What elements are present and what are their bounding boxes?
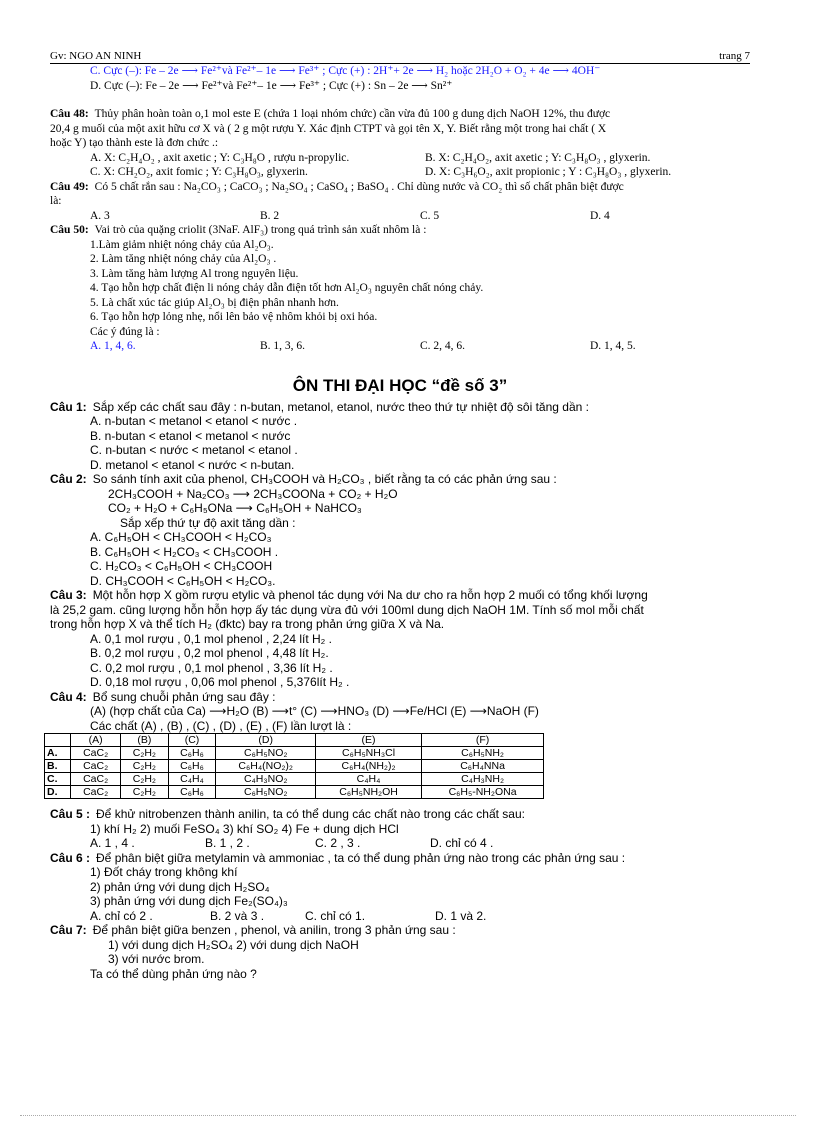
table-header-cell [45,734,71,747]
answer-a: A. 1 , 4 . [90,836,135,850]
question-prompt: Các ý đúng là : [90,325,160,338]
answer-d: D. 1 và 2. [435,908,487,923]
answer-row [50,339,750,354]
question-text: Vai trò của quặng criolit (3NaF. AlF₃) trong quá trình sản xuất nhôm là : [94,224,427,236]
table-cell: CaC₂ [71,786,121,799]
answer-c: C. 2, 4, 6. [420,340,466,352]
table-cell: C₄H₄ [168,773,216,786]
header-page-number: trang 7 [719,50,750,62]
question-number: Câu 6 : [50,850,91,865]
table-header-row [45,734,544,747]
table-cell: C₆H₅NH₂OH [315,786,421,799]
question-text: Để phân biệt giữa benzen , phenol, và anilin, trong 3 phản ứng sau : [92,923,456,937]
answer-b: B. X: C₂H₄O₂, axit axetic ; Y: C₃H₈O₃ , glyxerin. [425,151,651,164]
list-item: 2) phản ứng với dung dịch H₂SO₄ [90,879,270,894]
answer-c: C. 5 [420,209,440,222]
list-item: 3) phản ứng với dung dịch Fe₂(SO₄)₃ [90,894,288,908]
list-item: 6. Tạo hỗn hợp lỏng nhẹ, nổi lên bảo vệ nhôm khỏi bị oxi hóa. [90,311,378,323]
question-50 [50,223,750,238]
answer-d: D. CH₃COOH < C₆H₅OH < H₂CO₃. [90,573,276,588]
question-text: Thủy phân hoàn toàn o,1 mol este E (chứa 1 loại nhóm chức) cần vừa đủ 100 g dung dịch NaOH 12%, thu được [94,108,611,120]
list-item: 1) Đốt cháy trong không khí [90,865,238,879]
question-text-line: trong hỗn hợp X và thể tích H₂ (đktc) bay ra trong phản ứng giữa X và Na. [50,617,445,631]
question-text: Bổ sung chuỗi phản ứng sau đây : [92,689,276,704]
table-header-cell: (D) [216,734,315,747]
question-1 [50,400,750,415]
table-cell: C₂H₂ [121,747,168,760]
question-3 [50,588,750,603]
table-cell: C₄H₃NO₂ [216,773,315,786]
page-bottom-divider [20,1115,796,1116]
question-6 [50,851,750,866]
table-cell: C₂H₂ [121,760,168,773]
question-text-line: hoặc Y) tạo thành este là đơn chức .: [50,137,219,149]
answer-a: A. C₆H₅OH < CH₃COOH < H₂CO₃ [90,530,272,544]
table-cell: C₂H₂ [121,786,168,799]
list-item: 3) với nước brom. [108,952,205,966]
table-cell: CaC₂ [71,773,121,786]
table-cell: C₆H₅NO₂ [216,786,315,799]
answer-row [50,165,750,180]
list-item: 5. Là chất xúc tác giúp Al₂O₃ bị điện phân nhanh hơn. [90,296,339,309]
question-4 [50,690,750,705]
answer-row [50,151,750,166]
question-text: Một hỗn hợp X gồm rượu etylic và phenol tác dụng với Na dư cho ra hỗn hợp 2 muối có tổng khối lượng [92,588,648,602]
question-text: Sắp xếp các chất sau đây : n-butan, metanol, etanol, nước theo thứ tự nhiệt độ sôi tăng dần : [92,399,589,414]
table-cell: B. [45,760,71,773]
answer-d: D. 0,18 mol rượu , 0,06 mol phenol , 5,376lít H₂ . [90,675,350,689]
answer-c: C. n-butan < nước < metanol < etanol . [90,443,298,457]
answer-a: A. 0,1 mol rượu , 0,1 mol phenol , 2,24 lít H₂ . [90,631,333,646]
table-row [45,760,544,773]
table-row [45,786,544,799]
table-cell: D. [45,786,71,799]
answer-b: B. 2 [260,209,280,222]
table-cell: C₆H₄NNa [422,760,544,773]
question-number: Câu 2: [50,472,87,486]
question-text: Có 5 chất rắn sau : Na₂CO₃ ; CaCO₃ ; Na₂SO₄ ; CaSO₄ ; BaSO₄ . Chỉ dùng nước và CO₂ thì số chất phân biệt được [94,180,624,193]
question-number: Câu 50: [50,224,89,236]
answer-d: D. 4 [590,209,610,222]
answer-row [50,209,750,224]
answer-a: A. chỉ có 2 . [90,908,153,923]
reaction-chain: (A) (hợp chất của Ca) ⟶H₂O (B) ⟶t° (C) ⟶HNO₃ (D) ⟶Fe/HCl (E) ⟶NaOH (F) [90,704,539,718]
table-cell: A. [45,747,71,760]
table-header-cell: (B) [121,734,168,747]
question-48 [50,107,750,122]
answer-table [44,733,544,799]
question-text: Để khử nitrobenzen thành anilin, ta có thể dung các chất nào trong các chất sau: [96,807,525,821]
table-cell: C₆H₅NH₂ [422,747,544,760]
answer-d: D. metanol < etanol < nước < n-butan. [90,457,295,472]
question-text-line: là 25,2 gam. cũng lượng hỗn hỗn hợp ấy tác dụng vừa đủ với 100ml dung dịch NaOH 1M. Tính số mol mỗi chất [50,602,644,617]
answer-b: B. 1, 3, 6. [260,340,306,352]
prev-option-d: D. Cực (–): Fe – 2e ⟶ Fe²⁺và Fe²⁺– 1e ⟶ Fe³⁺ ; Cực (+) : Sn – 2e ⟶ Sn²⁺ [90,79,453,92]
question-text-line: 20,4 g muối của một axit hữu cơ X và ( 2 g một rượu Y. Xác định CTPT và gọi tên X, Y. Biết rằng một trong hai chất ( X [50,122,607,135]
answer-c: C. 2 , 3 . [315,836,361,850]
question-number: Câu 3: [50,588,87,602]
reaction-2: CO₂ + H₂O + C₆H₅ONa ⟶ C₆H₅OH + NaHCO₃ [108,501,362,515]
list-item: 1.Làm giảm nhiệt nóng chảy của Al₂O₃. [90,238,274,251]
table-cell: C₆H₆ [168,747,216,760]
answer-a: A. n-butan < metanol < etanol < nước . [90,414,298,428]
answer-a: A. 1, 4, 6. [90,340,136,352]
question-text: Để phân biệt giữa metylamin và ammoniac , ta có thể dung phản ứng nào trong các phản ứng sau : [96,850,626,865]
answer-b: B. C₆H₅OH < H₂CO₃ < CH₃COOH . [90,544,279,559]
table-cell: C₄H₄ [315,773,421,786]
question-text: So sánh tính axit của phenol, CH₃COOH và H₂CO₃ , biết rằng ta có các phản ứng sau : [92,472,557,486]
question-number: Câu 48: [50,108,89,120]
answer-d: D. X: C₃H₆O₂, axit propionic ; Y : C₃H₈O₃ , glyxerin. [425,166,672,178]
list-item: 4. Tạo hỗn hợp chất điện li nóng chảy dẫn điện tốt hơn Al₂O₃ nguyên chất nóng chảy. [90,282,484,294]
table-cell: C₆H₅NH₃Cl [315,747,421,760]
table-cell: C₆H₄(NH₂)₂ [315,760,421,773]
table-header-cell: (E) [315,734,421,747]
choice-list: 1) khí H₂ 2) muối FeSO₄ 3) khí SO₂ 4) Fe + dung dịch HCl [90,821,399,836]
question-number: Câu 4: [50,689,87,704]
table-cell: C₄H₃NH₂ [422,773,544,786]
table-cell: C₂H₂ [121,773,168,786]
table-header-cell: (C) [168,734,216,747]
table-row [45,773,544,786]
question-number: Câu 1: [50,399,87,414]
section-title: ÔN THI ĐẠI HỌC “đề số 3” [292,375,508,395]
question-text-line: là: [50,195,62,207]
list-item: 2. Làm tăng nhiệt nóng chảy của Al₂O₃ . [90,253,277,265]
question-number: Câu 5 : [50,807,91,821]
table-cell: C₆H₅NO₂ [216,747,315,760]
table-cell: C. [45,773,71,786]
question-2 [50,472,750,487]
document-page [47,50,750,981]
answer-c: C. X: CH₂O₂, axit fomic ; Y: C₃H₈O₃, glyxerin. [90,166,308,178]
table-cell: C₆H₅-NH₂ONa [422,786,544,799]
answer-d: D. 1, 4, 5. [590,340,636,352]
table-cell: CaC₂ [71,747,121,760]
answer-a: A. 3 [90,209,110,222]
page-header [50,50,750,64]
question-number: Câu 7: [50,923,87,937]
answer-row [50,836,750,851]
answer-b: B. 0,2 mol rượu , 0,2 mol phenol , 4,48 lít H₂. [90,646,329,660]
table-header-cell: (A) [71,734,121,747]
answer-row [50,909,750,924]
answer-c: C. chỉ có 1. [305,908,366,923]
list-item: 1) với dung dịch H₂SO₄ 2) với dung dịch NaOH [108,937,359,952]
answer-c: C. 0,2 mol rượu , 0,1 mol phenol , 3,36 lít H₂ . [90,660,333,675]
answer-c: C. H₂CO₃ < C₆H₅OH < CH₃COOH [90,559,273,573]
reaction-1: 2CH₃COOH + Na₂CO₃ ⟶ 2CH₃COONa + CO₂ + H₂O [108,486,398,501]
table-cell: C₆H₆ [168,786,216,799]
table-cell: C₆H₆ [168,760,216,773]
table-cell: CaC₂ [71,760,121,773]
prev-option-c: C. Cực (–): Fe – 2e ⟶ Fe²⁺và Fe²⁺– 1e ⟶ Fe³⁺ ; Cực (+) : 2H⁺+ 2e ⟶ H₂ hoặc 2H₂O + O₂ + 4e ⟶ 4OH⁻ [90,65,601,77]
answer-a: A. X: C₂H₄O₂ , axit axetic ; Y: C₃H₈O , rượu n-propylic. [90,151,350,164]
answer-d: D. chỉ có 4 . [430,836,494,850]
question-49 [50,180,750,195]
answer-b: B. n-butan < etanol < metanol < nước [90,428,291,443]
table-row [45,747,544,760]
question-number: Câu 49: [50,180,89,193]
header-author: Gv: NGO AN NINH [50,50,142,62]
question-7 [50,923,750,938]
table-cell: C₆H₄(NO₂)₂ [216,760,315,773]
answer-b: B. 2 và 3 . [210,908,265,923]
list-item: 3. Làm tăng hàm lượng Al trong nguyên liệu. [90,267,299,280]
question-prompt: Các chất (A) , (B) , (C) , (D) , (E) , (F) lần lượt là : [90,718,352,733]
question-5 [50,807,750,822]
answer-b: B. 1 , 2 . [205,836,250,850]
question-prompt: Ta có thể dùng phản ứng nào ? [90,966,257,981]
question-prompt: Sắp xếp thứ tự độ axit tăng dần : [120,515,296,530]
table-header-cell: (F) [422,734,544,747]
